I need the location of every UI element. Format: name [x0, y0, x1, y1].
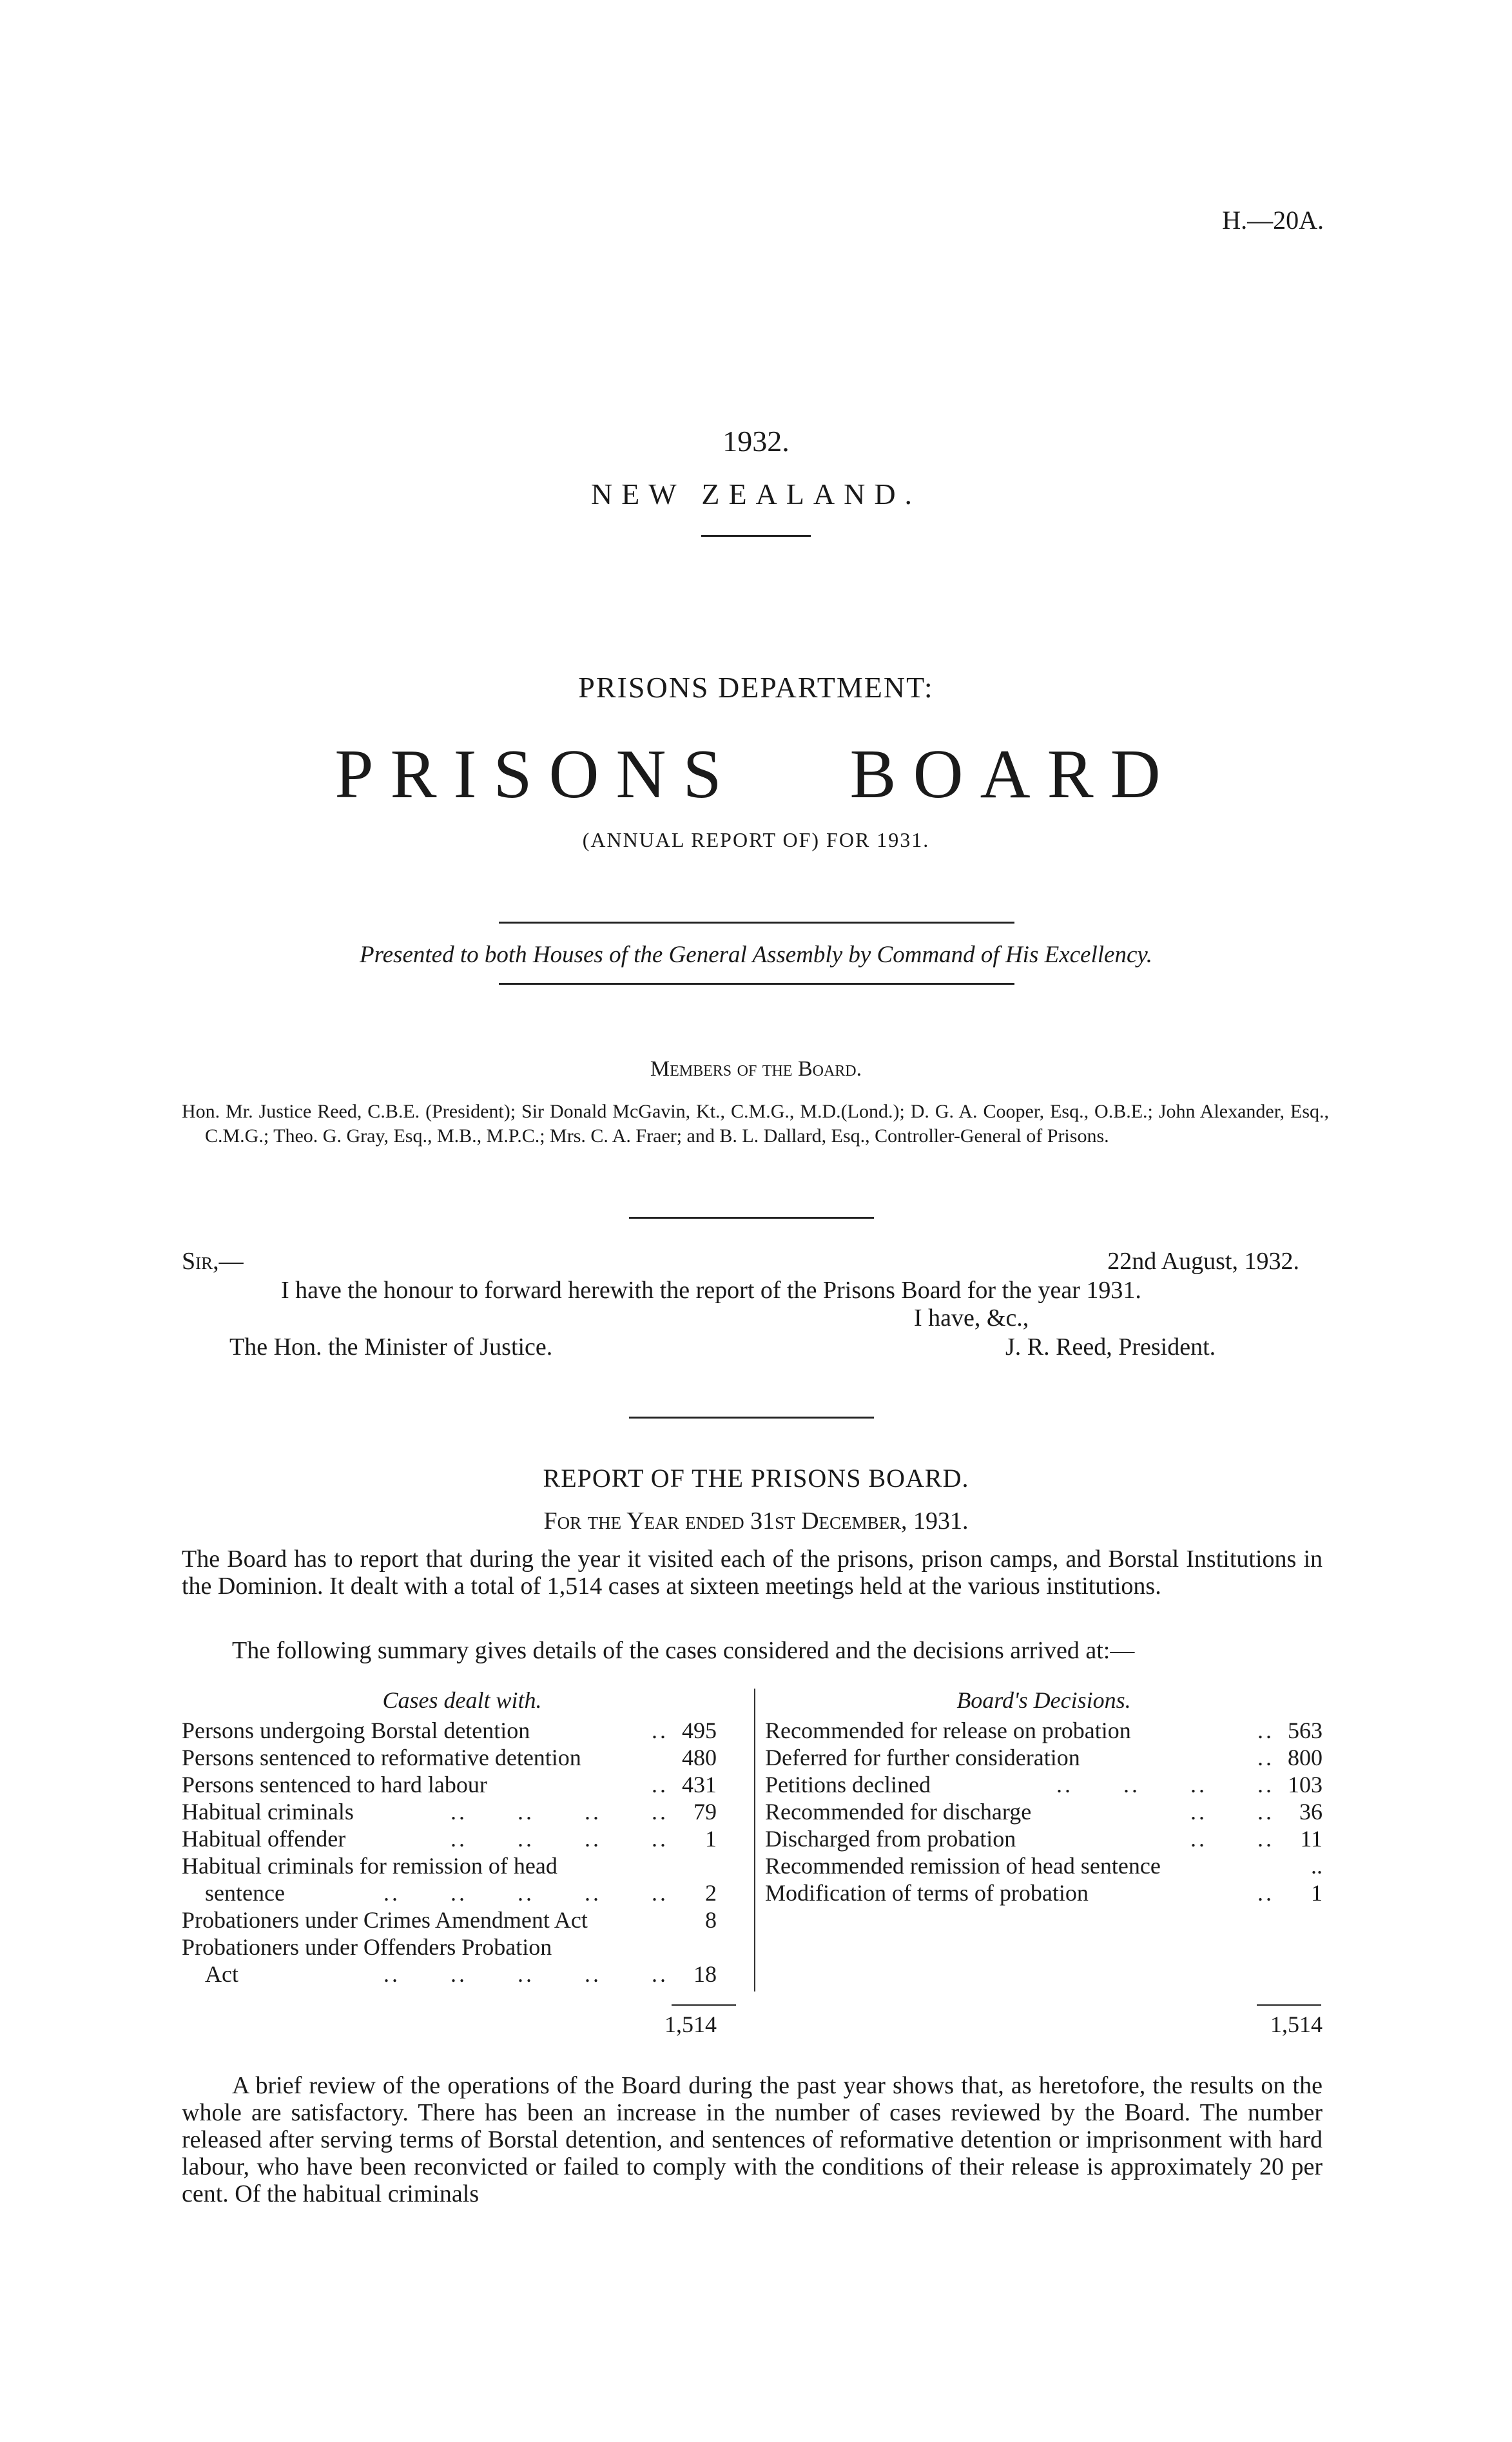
divider-rule: [499, 922, 1014, 924]
members-list: [182, 1100, 1329, 1148]
row-label: Modification of terms of probation: [765, 1880, 1089, 1906]
row-value: 36: [1299, 1799, 1323, 1825]
row-label: Deferred for further consideration: [765, 1745, 1080, 1770]
decisions-total: 1,514: [1270, 2011, 1323, 2037]
department-heading: PRISONS DEPARTMENT:: [578, 671, 934, 704]
summary-row: [182, 1906, 742, 1933]
row-value: 1: [705, 1826, 717, 1852]
paper-reference: H.—20A.: [1222, 206, 1324, 235]
row-value: 800: [1288, 1745, 1323, 1770]
row-label: sentence: [205, 1880, 285, 1906]
leader-dots: .. .. .. ..: [1056, 1772, 1274, 1798]
row-label: Recommended for discharge: [765, 1799, 1032, 1825]
row-value: 495: [682, 1718, 717, 1743]
column-divider: [754, 1689, 755, 1991]
country-heading: NEW ZEALAND.: [590, 478, 922, 510]
main-title: PRISONS BOARD: [334, 736, 1178, 813]
row-label: Petitions declined: [765, 1772, 931, 1798]
leader-dots: .. .. .. ..: [451, 1826, 668, 1852]
row-value: 18: [693, 1961, 717, 1987]
summary-table: [182, 1683, 1323, 2044]
row-label: Habitual criminals for remission of head: [182, 1853, 557, 1879]
leader-dots: ..: [652, 1718, 668, 1743]
divider-rule: [701, 535, 811, 537]
divider-rule: [499, 983, 1014, 985]
report-paragraph: A brief review of the operations of the Board during the past year shows that, as heretofore, the results on the whole are satisfactory. There has been an increase in the number of cases reviewed by the Board. The number released after serving terms of Borstal detention, and sentences of reformative detention or imprisonment with hard labour, who have been reconvicted or failed to comply with the conditions of their release is approximately 20 per cent. Of the habitual criminals: [182, 2072, 1323, 2207]
letter-signature: J. R. Reed, President.: [1005, 1333, 1216, 1361]
cases-total: 1,514: [664, 2011, 717, 2037]
summary-row: [765, 1825, 1323, 1852]
divider-rule: [629, 1417, 874, 1419]
row-value: ..: [1311, 1853, 1323, 1879]
summary-row: [765, 1771, 1323, 1798]
subtitle: (ANNUAL REPORT OF) FOR 1931.: [582, 828, 930, 851]
row-value: 8: [705, 1907, 717, 1933]
summary-row: [182, 1717, 742, 1744]
report-year: 1932.: [722, 425, 790, 458]
summary-row: [182, 1825, 742, 1852]
letter-date: 22nd August, 1932.: [1107, 1248, 1299, 1275]
row-label: Recommended for release on probation: [765, 1718, 1131, 1743]
cases-heading: Cases dealt with.: [382, 1687, 542, 1713]
decisions-column: [765, 1683, 1323, 1906]
row-value: 431: [682, 1772, 717, 1798]
leader-dots: .. .. .. .. ..: [383, 1880, 668, 1906]
row-value: 2: [705, 1880, 717, 1906]
summary-row: [765, 1852, 1323, 1879]
row-label: Probationers under Crimes Amendment Act: [182, 1907, 588, 1933]
divider-rule: [629, 1217, 874, 1219]
summary-row: [182, 1798, 742, 1825]
summary-row: [765, 1798, 1323, 1825]
decisions-heading: Board's Decisions.: [956, 1687, 1131, 1713]
report-subtitle: For the Year ended 31st December, 1931.: [543, 1507, 969, 1535]
leader-dots: .. .. .. ..: [451, 1799, 668, 1825]
row-label: Probationers under Offenders Probation: [182, 1934, 552, 1960]
row-value: 103: [1288, 1772, 1323, 1798]
summary-row: [765, 1717, 1323, 1744]
summary-row: [182, 1771, 742, 1798]
summary-row: [182, 1961, 742, 1988]
leader-dots: .. ..: [1190, 1826, 1274, 1852]
row-label: Act: [205, 1961, 238, 1987]
total-rule: [1257, 2004, 1321, 2006]
cases-column: [182, 1683, 742, 1988]
letter-body: I have the honour to forward herewith the report of the Prisons Board for the year 1931.: [281, 1277, 1141, 1304]
summary-row: [182, 1879, 742, 1906]
members-text: Hon. Mr. Justice Reed, C.B.E. (President); Sir Donald McGavin, Kt., C.M.G., M.D.(Lond.); D. G. A. Cooper, Esq., O.B.E.; John Alexander, Esq., C.M.G.; Theo. G. Gray, Esq., M.B., M.P.C.; Mrs. C. A. Fraer; and B. L. Dallard, Esq., Controller-General of Prisons.: [182, 1101, 1329, 1147]
row-label: Persons sentenced to reformative detention: [182, 1745, 581, 1770]
row-value: 1: [1311, 1880, 1323, 1906]
leader-dots: ..: [1257, 1718, 1274, 1743]
leader-dots: ..: [1257, 1880, 1274, 1906]
letter-recipient: The Hon. the Minister of Justice.: [229, 1333, 553, 1361]
row-label: Recommended remission of head sentence: [765, 1853, 1161, 1879]
summary-row: [765, 1879, 1323, 1906]
row-label: Discharged from probation: [765, 1826, 1016, 1852]
leader-dots: ..: [652, 1772, 668, 1798]
members-heading: Members of the Board.: [650, 1057, 862, 1081]
row-label: Habitual offender: [182, 1826, 346, 1852]
row-value: 79: [693, 1799, 717, 1825]
report-title: REPORT OF THE PRISONS BOARD.: [543, 1464, 969, 1493]
letter-closing: I have, &c.,: [914, 1304, 1029, 1332]
total-rule: [672, 2004, 736, 2006]
row-value: 563: [1288, 1718, 1323, 1743]
leader-dots: ..: [1257, 1745, 1274, 1770]
leader-dots: .. .. .. .. ..: [383, 1961, 668, 1987]
summary-row: [765, 1744, 1323, 1771]
row-value: 11: [1300, 1826, 1323, 1852]
presented-line: Presented to both Houses of the General Assembly by Command of His Excellency.: [360, 942, 1152, 968]
row-value: 480: [682, 1745, 717, 1770]
cases-rows: [182, 1717, 742, 1988]
report-paragraph: The Board has to report that during the year it visited each of the prisons, prison camps, and Borstal Institutions in the Dominion. It dealt with a total of 1,514 cases at sixteen meetings held at the various institutions.: [182, 1546, 1323, 1600]
report-paragraph: The following summary gives details of the cases considered and the decisions arrived at:—: [232, 1637, 1135, 1664]
summary-row: [182, 1744, 742, 1771]
letter-salutation: Sir,—: [182, 1248, 244, 1275]
row-label: Persons sentenced to hard labour: [182, 1772, 487, 1798]
leader-dots: .. ..: [1190, 1799, 1274, 1825]
summary-row: [182, 1933, 742, 1961]
row-label: Habitual criminals: [182, 1799, 354, 1825]
row-label: Persons undergoing Borstal detention: [182, 1718, 530, 1743]
summary-row: [182, 1852, 742, 1879]
decisions-rows: [765, 1717, 1323, 1906]
